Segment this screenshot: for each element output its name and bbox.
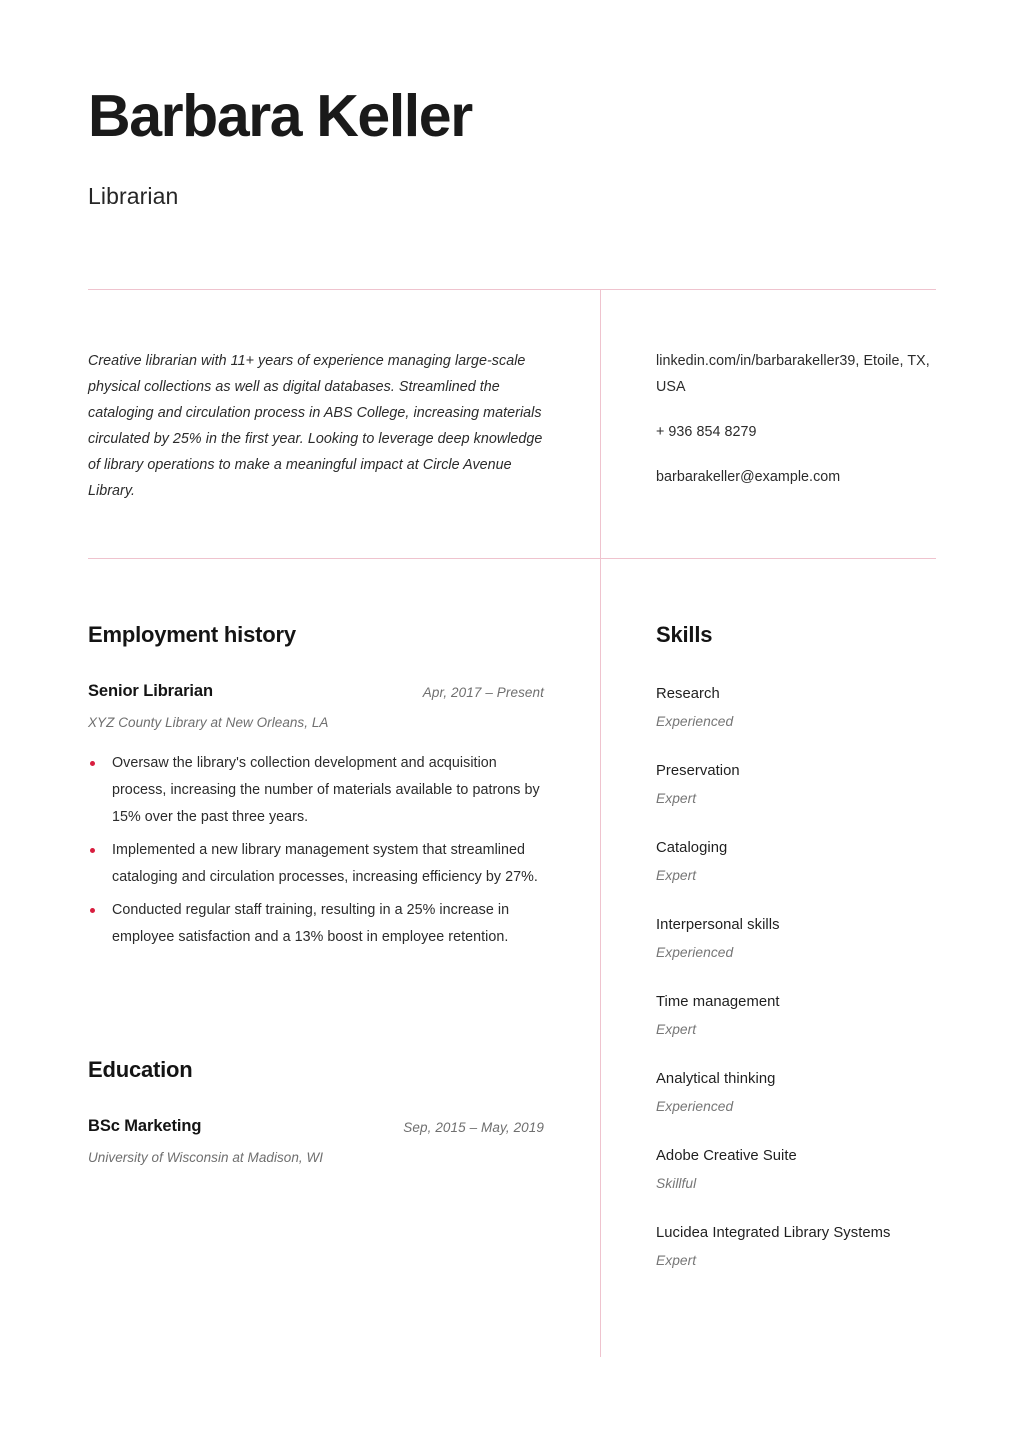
skill-item (656, 1144, 946, 1196)
skill-item (656, 1221, 946, 1273)
skill-level: Experienced (656, 945, 734, 960)
candidate-name: Barbara Keller (88, 83, 472, 149)
skill-item (656, 913, 946, 965)
skill-item (656, 759, 946, 811)
spacer (656, 648, 946, 682)
education-school: University of Wisconsin at Madison, WI (88, 1150, 324, 1165)
employment-entry-header (88, 682, 544, 704)
employment-bullet (88, 750, 544, 831)
education-entry-header (88, 1117, 544, 1139)
spacer (88, 648, 544, 682)
summary-text: Creative librarian with 11+ years of experience managing large-scale physical collections as well as digital databases. Streamlined the cataloging and circulation process in ABS College, increasing materials circulated by 25% in the first year. Looking to leverage deep knowledge of library operations to make a meaningful impact at Circle Avenue Library. (88, 353, 543, 499)
spacer (88, 1083, 544, 1117)
divider-horizontal-middle (88, 558, 936, 559)
skill-item (656, 682, 946, 734)
bullet-dot-icon (90, 908, 95, 913)
divider-vertical (600, 289, 601, 1357)
employment-history-heading: Employment history (88, 622, 296, 647)
employment-bullet-text: Implemented a new library management system that streamlined cataloging and circulation processes, increasing efficiency by 27%. (112, 842, 538, 885)
skill-name: Adobe Creative Suite (656, 1148, 797, 1164)
employment-entry (88, 682, 544, 951)
skill-name: Time management (656, 994, 780, 1010)
education-heading: Education (88, 1057, 193, 1082)
education-entry (88, 1117, 544, 1165)
skill-level: Experienced (656, 714, 734, 729)
contact-links-location[interactable]: linkedin.com/in/barbarakeller39, Etoile, TX, USA (656, 353, 930, 395)
skill-level: Experienced (656, 1099, 734, 1114)
bullet-dot-icon (90, 848, 95, 853)
employment-bullet-list (88, 750, 544, 951)
skill-name: Cataloging (656, 840, 728, 856)
skills-section (656, 622, 946, 1273)
contact-phone[interactable]: + 936 854 8279 (656, 424, 757, 440)
skill-item (656, 990, 946, 1042)
employment-bullet-text: Conducted regular staff training, resulting in a 25% increase in employee satisfaction and a 13% boost in employee retention. (112, 902, 510, 945)
employment-role: Senior Librarian (88, 682, 213, 700)
skill-name: Interpersonal skills (656, 917, 780, 933)
employment-bullet (88, 837, 544, 891)
skill-item (656, 836, 946, 888)
skill-level: Expert (656, 868, 697, 883)
education-dates: Sep, 2015 – May, 2019 (403, 1120, 544, 1135)
skill-level: Expert (656, 1253, 697, 1268)
skills-list (656, 682, 946, 1273)
contact-section (656, 348, 946, 490)
skill-name: Analytical thinking (656, 1071, 776, 1087)
bullet-dot-icon (90, 761, 95, 766)
contact-email[interactable]: barbarakeller@example.com (656, 469, 841, 485)
employment-organization: XYZ County Library at New Orleans, LA (88, 715, 329, 730)
summary-section (88, 348, 544, 504)
skill-name: Preservation (656, 763, 740, 779)
skill-item (656, 1067, 946, 1119)
skill-level: Expert (656, 1022, 697, 1037)
employment-history-section (88, 622, 544, 951)
candidate-job-title: Librarian (88, 182, 179, 209)
education-degree: BSc Marketing (88, 1117, 202, 1135)
skills-heading: Skills (656, 622, 713, 647)
education-section (88, 1057, 544, 1165)
employment-dates: Apr, 2017 – Present (422, 685, 544, 700)
employment-bullet (88, 897, 544, 951)
divider-horizontal-top (88, 289, 936, 290)
skill-name: Lucidea Integrated Library Systems (656, 1225, 891, 1241)
employment-bullet-text: Oversaw the library's collection development and acquisition process, increasing the number of materials available to patrons by 15% over the past three years. (112, 755, 540, 825)
skill-level: Skillful (656, 1176, 697, 1191)
resume-header (88, 83, 938, 210)
skill-name: Research (656, 686, 720, 702)
skill-level: Expert (656, 791, 697, 806)
